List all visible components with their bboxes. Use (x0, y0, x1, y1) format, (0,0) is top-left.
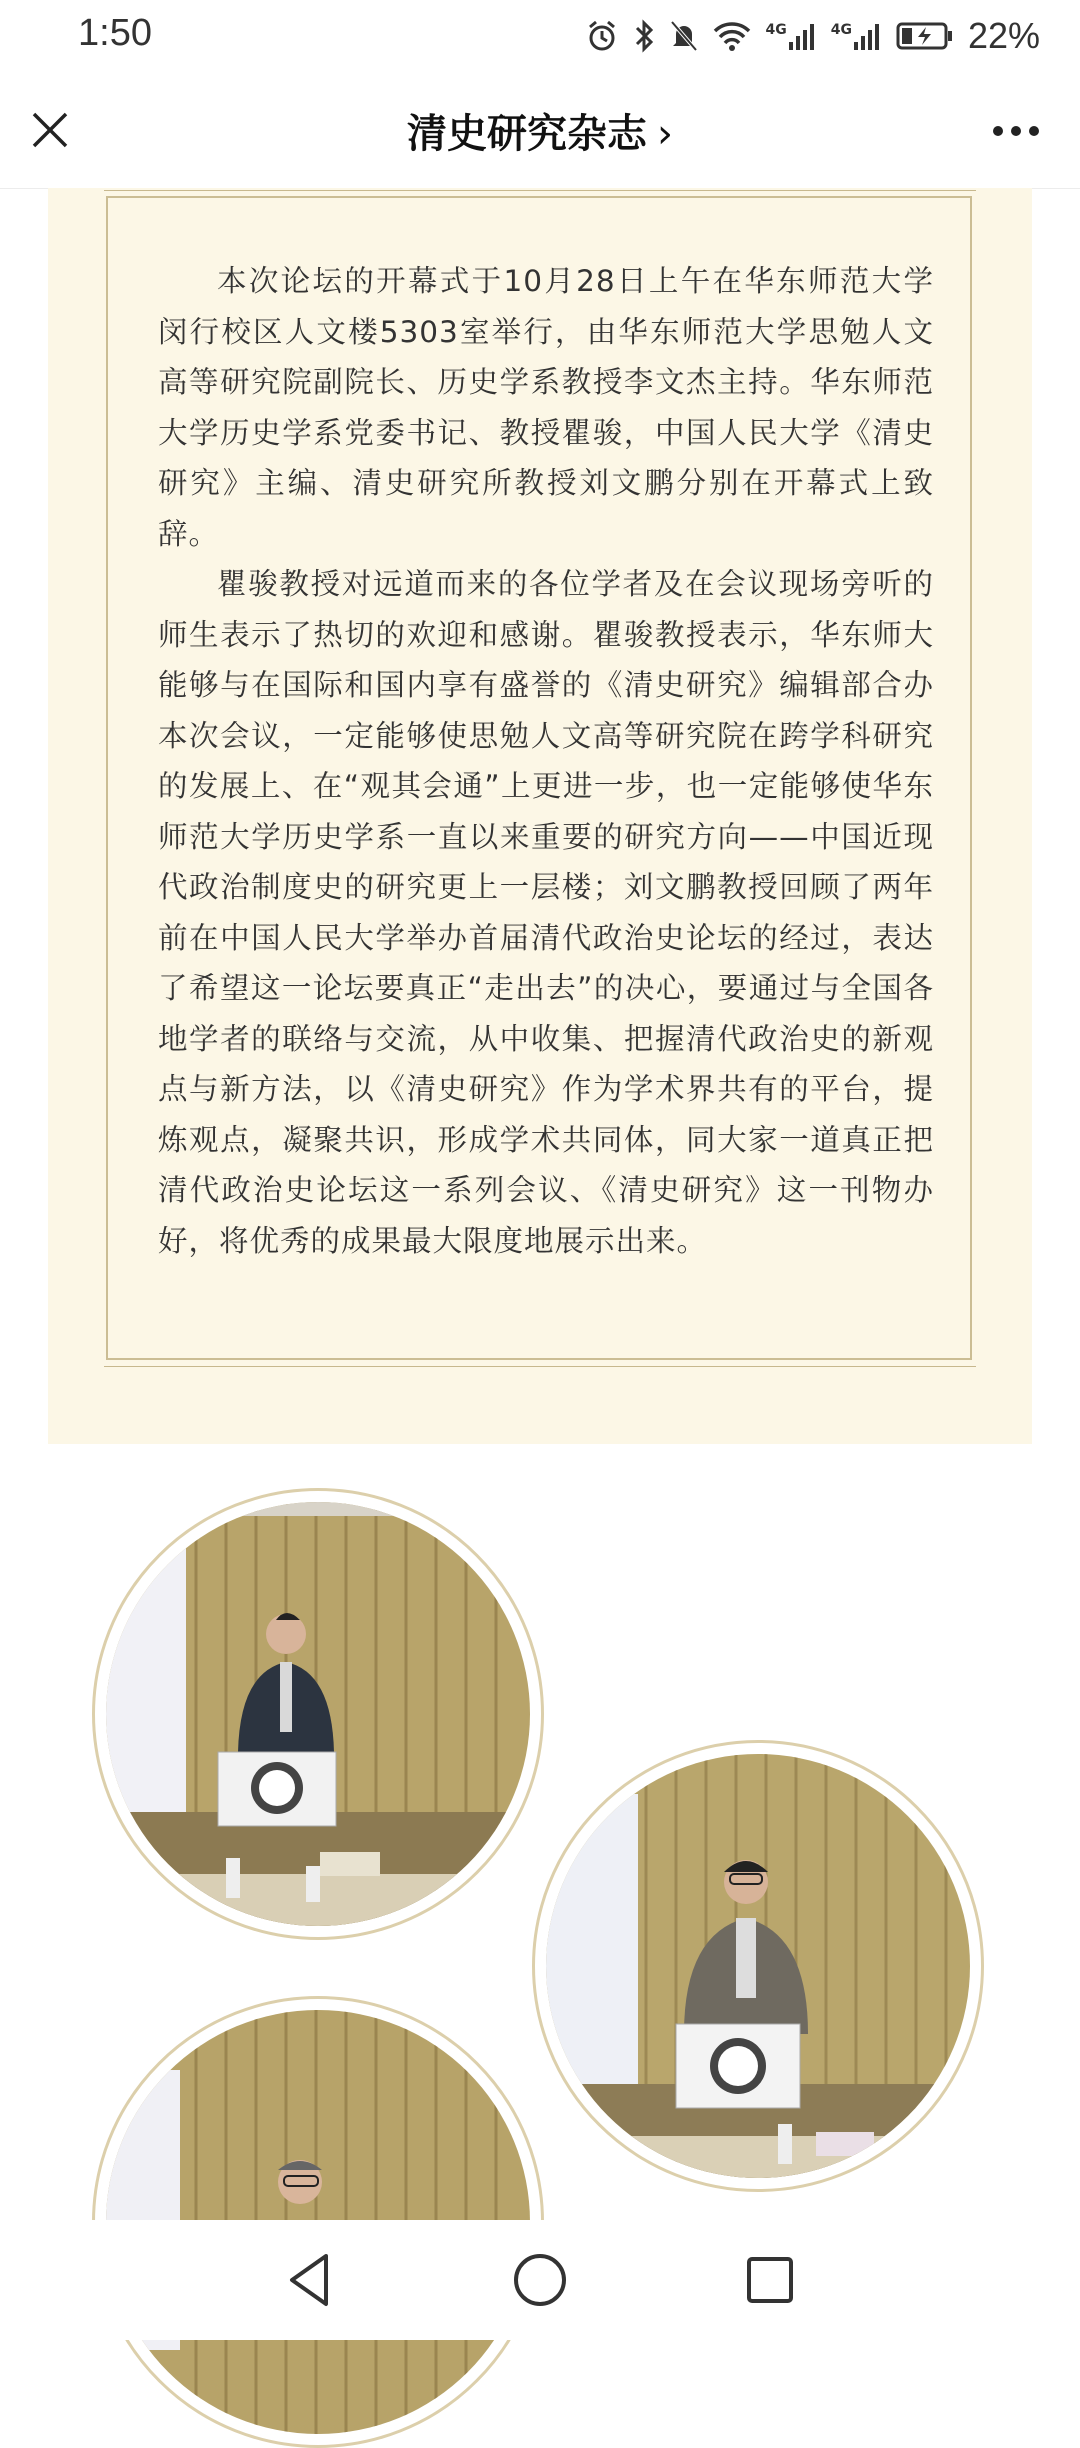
system-nav-bar (0, 2220, 1080, 2340)
chevron-right-icon: › (657, 111, 673, 157)
article-body (158, 256, 934, 1266)
battery-level: 22% (967, 15, 1040, 56)
mute-icon (669, 19, 699, 53)
article-panel (48, 188, 1032, 1444)
signal-icon (854, 22, 882, 50)
home-circle-icon[interactable] (510, 2250, 570, 2310)
bluetooth-icon (633, 19, 655, 53)
network-type-2: 4G (830, 22, 852, 38)
back-triangle-icon[interactable] (280, 2250, 340, 2310)
alarm-icon (585, 19, 619, 53)
signal-icon (789, 22, 817, 50)
battery-icon (896, 21, 954, 51)
account-title[interactable] (0, 102, 1080, 159)
divider (104, 190, 976, 191)
recents-square-icon[interactable] (740, 2250, 800, 2310)
divider (104, 1366, 976, 1367)
speaker-photo-1[interactable] (106, 1502, 530, 1926)
status-time: 1:50 (78, 12, 152, 54)
status-icons (585, 14, 1040, 58)
network-type-1: 4G (765, 22, 787, 38)
wifi-icon (713, 21, 751, 51)
account-name[interactable]: 清史研究杂志 (407, 111, 647, 157)
more-icon[interactable] (992, 124, 1040, 138)
article-paragraph: 瞿骏教授对远道而来的各位学者及在会议现场旁听的师生表示了热切的欢迎和感谢。瞿骏教授表示，华东师大能够与在国际和国内享有盛誉的《清史研究》编辑部合办本次会议，一定能够使思勉人文高等研究院在跨学科研究的发展上、在“观其会通”上更进一步，也一定能够使华东师范大学历史学系一直以来重要的研究方向——中国近现代政治制度史的研究更上一层楼；刘文鹏教授回顾了两年前在中国人民大学举办首届清代政治史论坛的经过，表达了希望这一论坛要真正“走出去”的决心，要通过与全国各地学者的联络与交流，从中收集、把握清代政治史的新观点与新方法，以《清史研究》作为学术界共有的平台，提炼观点，凝聚共识，形成学术共同体，同大家一道真正把清代政治史论坛这一系列会议、《清史研究》这一刊物办好，将优秀的成果最大限度地展示出来。 (158, 567, 934, 1258)
speaker-photo-2[interactable] (546, 1754, 970, 2178)
article-paragraph: 本次论坛的开幕式于10月28日上午在华东师范大学闵行校区人文楼5303室举行，由华东师范大学思勉人文高等研究院副院长、历史学系教授李文杰主持。华东师范大学历史学系党委书记、教授瞿骏，中国人民大学《清史研究》主编、清史研究所教授刘文鹏分别在开幕式上致辞。 (158, 264, 934, 551)
status-bar (0, 0, 1080, 72)
top-nav-bar (0, 72, 1080, 189)
